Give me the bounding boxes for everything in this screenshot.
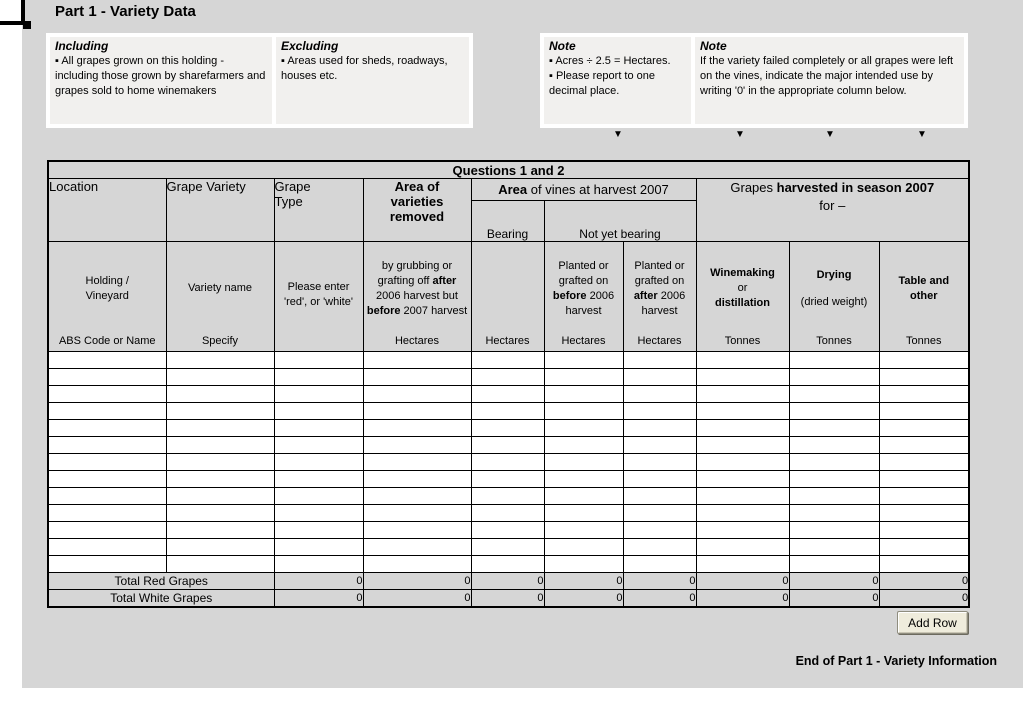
empty-cell[interactable] xyxy=(471,488,544,505)
empty-cell[interactable] xyxy=(544,454,623,471)
empty-cell[interactable] xyxy=(48,556,166,573)
note-measurement-line1: ▪ Acres ÷ 2.5 = Hectares. xyxy=(549,55,671,67)
table-row xyxy=(48,369,969,386)
col-header-area-removed: Area of varieties removed xyxy=(363,179,471,242)
empty-cell[interactable] xyxy=(363,386,471,403)
note-excluding xyxy=(276,37,469,124)
total-value-cell: 0 xyxy=(544,590,623,607)
empty-cell[interactable] xyxy=(879,352,969,369)
empty-cell[interactable] xyxy=(789,539,879,556)
empty-cell[interactable] xyxy=(274,454,363,471)
empty-cell[interactable] xyxy=(48,488,166,505)
empty-cell[interactable] xyxy=(48,403,166,420)
total-value-cell: 0 xyxy=(789,590,879,607)
group-header-area-of-vines: Area of vines at harvest 2007 xyxy=(471,179,696,201)
empty-cell[interactable] xyxy=(696,539,789,556)
empty-cell[interactable] xyxy=(274,352,363,369)
note-measurement-line2: ▪ Please report to one decimal place. xyxy=(549,70,656,97)
empty-cell[interactable] xyxy=(274,505,363,522)
empty-cell[interactable] xyxy=(789,556,879,573)
empty-cell[interactable] xyxy=(789,403,879,420)
empty-cell[interactable] xyxy=(471,454,544,471)
table-row xyxy=(48,403,969,420)
table-row xyxy=(48,352,969,369)
empty-cell[interactable] xyxy=(48,454,166,471)
empty-cell[interactable] xyxy=(789,420,879,437)
note-failed-body: If the variety failed completely or all grapes were left on the vines, indicate the major intended use by writing '0' in the appropriate column below. xyxy=(700,55,954,97)
empty-cell[interactable] xyxy=(471,437,544,454)
empty-cell[interactable] xyxy=(471,522,544,539)
note-measurement xyxy=(544,37,691,124)
empty-cell[interactable] xyxy=(544,386,623,403)
empty-cell[interactable] xyxy=(696,403,789,420)
total-value-cell: 0 xyxy=(623,590,696,607)
unit-label: Tonnes xyxy=(906,335,942,347)
empty-cell[interactable] xyxy=(166,556,274,573)
desc-variety xyxy=(166,242,274,352)
empty-cell[interactable] xyxy=(363,352,471,369)
empty-cell[interactable] xyxy=(696,420,789,437)
empty-cell[interactable] xyxy=(623,556,696,573)
empty-cell[interactable] xyxy=(879,488,969,505)
table-row xyxy=(48,539,969,556)
desc-grape-type-text: Please enter 'red', or 'white' xyxy=(284,280,353,308)
empty-cell[interactable] xyxy=(363,556,471,573)
table-row xyxy=(48,471,969,488)
total-value-cell: 0 xyxy=(696,590,789,607)
unit-label: Hectares xyxy=(485,335,530,347)
empty-cell[interactable] xyxy=(274,488,363,505)
note-failed-variety xyxy=(695,37,964,124)
empty-cell[interactable] xyxy=(696,369,789,386)
table-row xyxy=(48,505,969,522)
empty-cell[interactable] xyxy=(48,522,166,539)
table-row xyxy=(48,454,969,471)
empty-cell[interactable] xyxy=(166,437,274,454)
total-value-cell: 0 xyxy=(274,590,363,607)
empty-cell[interactable] xyxy=(274,522,363,539)
down-arrow-icon: ▼ xyxy=(735,129,745,140)
desc-after-2006 xyxy=(623,242,696,352)
desc-after-2006-text: Planted or grafted on after 2006 harvest xyxy=(633,259,686,317)
empty-cell[interactable] xyxy=(274,539,363,556)
empty-cell[interactable] xyxy=(544,539,623,556)
cell-selection-handle xyxy=(23,21,31,29)
total-value-cell: 0 xyxy=(544,573,623,590)
empty-cell[interactable] xyxy=(544,488,623,505)
empty-cell[interactable] xyxy=(544,556,623,573)
unit-label: Specify xyxy=(201,335,239,347)
total-value-cell: 0 xyxy=(623,573,696,590)
empty-cell[interactable] xyxy=(879,471,969,488)
empty-cell[interactable] xyxy=(363,369,471,386)
empty-cell[interactable] xyxy=(789,352,879,369)
empty-cell[interactable] xyxy=(696,522,789,539)
desc-grape-type xyxy=(274,242,363,352)
empty-cell[interactable] xyxy=(696,471,789,488)
empty-cell[interactable] xyxy=(789,488,879,505)
empty-cell[interactable] xyxy=(48,437,166,454)
table-row xyxy=(48,437,969,454)
total-value-cell: 0 xyxy=(274,573,363,590)
down-arrow-icon: ▼ xyxy=(917,129,927,140)
note-including-body: ▪ All grapes grown on this holding - including those grown by sharefarmers and grapes sold to home winemakers xyxy=(55,55,266,97)
total-value-cell: 0 xyxy=(363,590,471,607)
note-excluding-body: ▪ Areas used for sheds, roadways, houses etc. xyxy=(281,55,448,82)
desc-area-removed-text: by grubbing or grafting off after 2006 harvest but before 2007 harvest xyxy=(366,259,468,317)
empty-cell[interactable] xyxy=(471,403,544,420)
empty-cell[interactable] xyxy=(48,505,166,522)
table-body xyxy=(48,352,969,573)
empty-cell[interactable] xyxy=(48,386,166,403)
total-value-cell: 0 xyxy=(879,573,969,590)
total-value-cell: 0 xyxy=(696,573,789,590)
empty-cell[interactable] xyxy=(471,386,544,403)
down-arrow-icon: ▼ xyxy=(825,129,835,140)
group-header-grapes-harvested: Grapes harvested in season 2007 for – xyxy=(696,179,969,242)
variety-table xyxy=(47,160,970,608)
form-page xyxy=(22,0,1023,688)
total-value-cell: 0 xyxy=(879,590,969,607)
empty-cell[interactable] xyxy=(363,539,471,556)
total-value-cell: 0 xyxy=(363,573,471,590)
empty-cell[interactable] xyxy=(166,386,274,403)
empty-cell[interactable] xyxy=(879,522,969,539)
empty-cell[interactable] xyxy=(696,386,789,403)
table-row xyxy=(48,386,969,403)
empty-cell[interactable] xyxy=(274,437,363,454)
empty-cell[interactable] xyxy=(623,437,696,454)
empty-cell[interactable] xyxy=(363,420,471,437)
empty-cell[interactable] xyxy=(879,437,969,454)
empty-cell[interactable] xyxy=(544,471,623,488)
empty-cell[interactable] xyxy=(471,352,544,369)
empty-cell[interactable] xyxy=(879,420,969,437)
desc-table-other xyxy=(879,242,969,352)
col-header-grape-variety: Grape Variety xyxy=(166,179,274,242)
empty-cell[interactable] xyxy=(789,437,879,454)
col-header-not-yet-bearing: Not yet bearing xyxy=(544,201,696,242)
empty-cell[interactable] xyxy=(274,369,363,386)
empty-cell[interactable] xyxy=(274,403,363,420)
empty-cell[interactable] xyxy=(544,420,623,437)
col-header-location: Location xyxy=(48,179,166,242)
total-value-cell: 0 xyxy=(789,573,879,590)
empty-cell[interactable] xyxy=(696,454,789,471)
desc-table-other-text: Table and other xyxy=(898,274,950,302)
empty-cell[interactable] xyxy=(363,488,471,505)
empty-cell[interactable] xyxy=(789,454,879,471)
table-totals xyxy=(48,573,969,607)
empty-cell[interactable] xyxy=(363,437,471,454)
desc-winemaking xyxy=(696,242,789,352)
total-white-row xyxy=(48,590,969,607)
empty-cell[interactable] xyxy=(48,352,166,369)
total-red-label: Total Red Grapes xyxy=(48,573,274,590)
empty-cell[interactable] xyxy=(363,505,471,522)
empty-cell[interactable] xyxy=(623,369,696,386)
table-row xyxy=(48,488,969,505)
empty-cell[interactable] xyxy=(166,403,274,420)
empty-cell[interactable] xyxy=(274,420,363,437)
empty-cell[interactable] xyxy=(879,369,969,386)
empty-cell[interactable] xyxy=(789,471,879,488)
empty-cell[interactable] xyxy=(623,488,696,505)
empty-cell[interactable] xyxy=(544,505,623,522)
empty-cell[interactable] xyxy=(544,437,623,454)
empty-cell[interactable] xyxy=(471,556,544,573)
empty-cell[interactable] xyxy=(789,369,879,386)
empty-cell[interactable] xyxy=(471,505,544,522)
empty-cell[interactable] xyxy=(471,369,544,386)
desc-before-2006 xyxy=(544,242,623,352)
empty-cell[interactable] xyxy=(696,437,789,454)
empty-cell[interactable] xyxy=(623,352,696,369)
unit-label: Hectares xyxy=(637,335,682,347)
empty-cell[interactable] xyxy=(544,522,623,539)
empty-cell[interactable] xyxy=(623,403,696,420)
cell-selection-marker xyxy=(21,0,25,22)
desc-location-text: Holding / Vineyard xyxy=(85,274,129,302)
empty-cell[interactable] xyxy=(696,505,789,522)
desc-variety-text: Variety name xyxy=(188,282,252,294)
empty-cell[interactable] xyxy=(363,522,471,539)
empty-cell[interactable] xyxy=(166,471,274,488)
empty-cell[interactable] xyxy=(48,420,166,437)
empty-cell[interactable] xyxy=(696,488,789,505)
empty-cell[interactable] xyxy=(789,522,879,539)
empty-cell[interactable] xyxy=(623,539,696,556)
empty-cell[interactable] xyxy=(623,454,696,471)
table-caption: Questions 1 and 2 xyxy=(48,161,969,179)
table-row xyxy=(48,556,969,573)
note-including-heading: Including xyxy=(55,39,109,53)
empty-cell[interactable] xyxy=(544,369,623,386)
empty-cell[interactable] xyxy=(879,403,969,420)
empty-cell[interactable] xyxy=(48,471,166,488)
empty-cell[interactable] xyxy=(623,386,696,403)
unit-label: Tonnes xyxy=(816,335,852,347)
desc-before-2006-text: Planted or grafted on before 2006 harvest xyxy=(552,259,615,317)
total-white-label: Total White Grapes xyxy=(48,590,274,607)
unit-label: Hectares xyxy=(394,335,440,347)
empty-cell[interactable] xyxy=(696,556,789,573)
note-failed-heading: Note xyxy=(700,39,727,53)
total-value-cell: 0 xyxy=(471,573,544,590)
add-row-button[interactable]: Add Row xyxy=(897,611,968,634)
empty-cell[interactable] xyxy=(623,420,696,437)
empty-cell[interactable] xyxy=(623,471,696,488)
empty-cell[interactable] xyxy=(544,352,623,369)
down-arrow-icon: ▼ xyxy=(613,129,623,140)
table-row xyxy=(48,522,969,539)
end-of-part-label: End of Part 1 - Variety Information xyxy=(795,654,997,668)
empty-cell[interactable] xyxy=(166,369,274,386)
unit-label: Hectares xyxy=(561,335,606,347)
unit-label: Tonnes xyxy=(724,335,761,347)
empty-cell[interactable] xyxy=(166,488,274,505)
empty-cell[interactable] xyxy=(623,505,696,522)
empty-cell[interactable] xyxy=(789,386,879,403)
empty-cell[interactable] xyxy=(274,471,363,488)
empty-cell[interactable] xyxy=(274,556,363,573)
desc-location xyxy=(48,242,166,352)
notes-panel-right xyxy=(540,33,968,128)
desc-winemaking-text: Winemaking or distillation xyxy=(710,267,775,309)
empty-cell[interactable] xyxy=(789,505,879,522)
empty-cell[interactable] xyxy=(471,471,544,488)
empty-cell[interactable] xyxy=(166,539,274,556)
total-value-cell: 0 xyxy=(471,590,544,607)
empty-cell[interactable] xyxy=(879,386,969,403)
empty-cell[interactable] xyxy=(471,539,544,556)
empty-cell[interactable] xyxy=(623,522,696,539)
col-header-bearing: Bearing xyxy=(471,201,544,242)
empty-cell[interactable] xyxy=(879,454,969,471)
empty-cell[interactable] xyxy=(363,471,471,488)
desc-drying xyxy=(789,242,879,352)
empty-cell[interactable] xyxy=(471,420,544,437)
empty-cell[interactable] xyxy=(363,403,471,420)
empty-cell[interactable] xyxy=(544,403,623,420)
col-header-grape-type: Grape Type xyxy=(274,179,363,242)
notes-panel-left xyxy=(46,33,473,128)
empty-cell[interactable] xyxy=(48,369,166,386)
empty-cell[interactable] xyxy=(879,539,969,556)
note-measurement-heading: Note xyxy=(549,39,576,53)
empty-cell[interactable] xyxy=(696,352,789,369)
empty-cell[interactable] xyxy=(166,352,274,369)
empty-cell[interactable] xyxy=(363,454,471,471)
empty-cell[interactable] xyxy=(274,386,363,403)
empty-cell[interactable] xyxy=(166,454,274,471)
empty-cell[interactable] xyxy=(879,505,969,522)
table-row xyxy=(48,420,969,437)
empty-cell[interactable] xyxy=(166,505,274,522)
empty-cell[interactable] xyxy=(879,556,969,573)
empty-cell[interactable] xyxy=(166,420,274,437)
empty-cell[interactable] xyxy=(48,539,166,556)
desc-area-removed xyxy=(363,242,471,352)
desc-drying-text: Drying (dried weight) xyxy=(800,268,868,308)
empty-cell[interactable] xyxy=(166,522,274,539)
note-excluding-heading: Excluding xyxy=(281,39,339,53)
unit-label xyxy=(275,347,363,349)
page-title: Part 1 - Variety Data xyxy=(55,3,196,20)
unit-label: ABS Code or Name xyxy=(58,335,156,347)
total-red-row xyxy=(48,573,969,590)
desc-bearing xyxy=(471,242,544,352)
note-including xyxy=(50,37,272,124)
